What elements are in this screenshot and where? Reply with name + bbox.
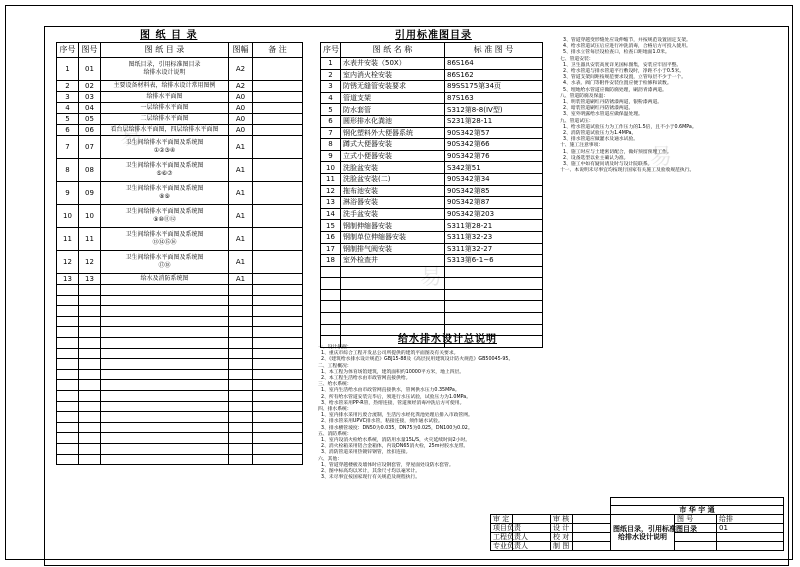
ref-cell-std: S342第51 <box>445 162 543 174</box>
ref-header-cell: 图 纸 名 称 <box>341 43 445 58</box>
ref-cell-name: 蹲式大便器安装 <box>341 139 445 151</box>
dl-empty-row <box>57 285 303 296</box>
ref-empty-row <box>321 301 543 313</box>
dl-cell-code: 05 <box>79 114 101 125</box>
dl-empty-row <box>57 316 303 327</box>
dl-cell-size: A1 <box>229 274 253 285</box>
ref-row <box>321 81 543 93</box>
dl-cell-name: 卫生间给排水平面图及系统图 ⑬⑭⑮⑯ <box>101 228 229 251</box>
ref-cell-name: 洗脸盆安装 <box>341 162 445 174</box>
dl-empty-row <box>57 422 303 433</box>
ref-cell-no: 4 <box>321 92 341 104</box>
ref-cell-std: 90S342第76 <box>445 150 543 162</box>
dl-row <box>57 159 303 182</box>
dl-cell-code: 07 <box>79 136 101 159</box>
ref-cell-name: 钢制单位伸缩器安装 <box>341 231 445 243</box>
dl-row <box>57 228 303 251</box>
ref-cell-no: 2 <box>321 69 341 81</box>
drawing-version: 给排 <box>717 515 784 524</box>
dl-empty-row <box>57 295 303 306</box>
ref-cell-no: 11 <box>321 173 341 185</box>
dl-row <box>57 103 303 114</box>
dl-cell-name: 看台层给排水平面图，四层给排水平面图 <box>101 125 229 136</box>
ref-cell-std: 90S342第85 <box>445 185 543 197</box>
ref-row <box>321 197 543 209</box>
dl-empty-row <box>57 390 303 401</box>
dl-cell-no: 2 <box>57 81 79 92</box>
dl-cell-no: 11 <box>57 228 79 251</box>
company-name: 市 华 宇 通 <box>611 506 784 515</box>
ref-cell-name: 水表井安装（50X） <box>341 58 445 70</box>
ref-cell-std: S312第8-8(IV型) <box>445 104 543 116</box>
ref-cell-name: 室内消火栓安装 <box>341 69 445 81</box>
tb-label: 设 计 <box>551 524 573 533</box>
ref-row <box>321 255 543 267</box>
dl-empty-row <box>57 380 303 391</box>
ref-cell-name: 防锈无缝管安装要求 <box>341 81 445 93</box>
dl-cell-no: 1 <box>57 58 79 81</box>
dl-cell-remark <box>253 81 303 92</box>
ref-row <box>321 162 543 174</box>
dl-empty-row <box>57 359 303 370</box>
dl-cell-remark <box>253 114 303 125</box>
ref-row <box>321 185 543 197</box>
ref-cell-std: 90S342第34 <box>445 173 543 185</box>
dl-row <box>57 205 303 228</box>
ref-cell-std: 90S342第203 <box>445 208 543 220</box>
dl-cell-name: 卫生间给排水平面图及系统图 ⑧⑨ <box>101 182 229 205</box>
drawing-no: 01 <box>717 524 784 533</box>
dl-cell-remark <box>253 58 303 81</box>
ref-empty-row <box>321 266 543 278</box>
dl-row <box>57 114 303 125</box>
ref-cell-name: 室外检查井 <box>341 255 445 267</box>
dl-cell-size: A0 <box>229 92 253 103</box>
dl-cell-size: A2 <box>229 81 253 92</box>
ref-cell-no: 14 <box>321 208 341 220</box>
ref-cell-no: 12 <box>321 185 341 197</box>
ref-cell-no: 10 <box>321 162 341 174</box>
dl-cell-code: 12 <box>79 251 101 274</box>
dl-cell-no: 12 <box>57 251 79 274</box>
ref-cell-std: 90S342第57 <box>445 127 543 139</box>
dl-cell-code: 02 <box>79 81 101 92</box>
ref-header-cell: 序号 <box>321 43 341 58</box>
watermark: 易 <box>420 265 443 290</box>
drawing-no-label: 图 号 <box>675 515 717 524</box>
dl-cell-size: A1 <box>229 182 253 205</box>
title-block <box>490 497 784 551</box>
dl-empty-row <box>57 433 303 444</box>
dl-empty-row <box>57 306 303 317</box>
tb-label: 审 定 <box>491 515 513 524</box>
dl-cell-remark <box>253 182 303 205</box>
ref-header-cell: 标 准 图 号 <box>445 43 543 58</box>
dl-row <box>57 125 303 136</box>
dl-empty-row <box>57 337 303 348</box>
ref-cell-no: 6 <box>321 115 341 127</box>
dl-cell-size: A1 <box>229 251 253 274</box>
dl-cell-name: 图纸目录，引用标准图目录 给排水设计说明 <box>101 58 229 81</box>
ref-cell-name: 圆形排水化粪池 <box>341 115 445 127</box>
dl-empty-row <box>57 327 303 338</box>
dl-empty-row <box>57 369 303 380</box>
dl-cell-name: 卫生间给排水平面图及系统图 ⑤⑥⑦ <box>101 159 229 182</box>
ref-cell-name: 钢制排气阀安装 <box>341 243 445 255</box>
design-notes-title: 给水排水设计总说明 <box>398 334 497 345</box>
dl-row <box>57 136 303 159</box>
dl-cell-no: 10 <box>57 205 79 228</box>
ref-cell-std: 90S342第87 <box>445 197 543 209</box>
dl-cell-no: 3 <box>57 92 79 103</box>
ref-cell-no: 18 <box>321 255 341 267</box>
dl-cell-name: 卫生间给排水平面图及系统图 ①②③④ <box>101 136 229 159</box>
dl-cell-name: 给水及消防系统图 <box>101 274 229 285</box>
drawing-list-table <box>56 42 303 465</box>
dl-cell-remark <box>253 103 303 114</box>
dl-cell-no: 7 <box>57 136 79 159</box>
ref-cell-std: S311第32-23 <box>445 231 543 243</box>
dl-cell-remark <box>253 92 303 103</box>
dl-row <box>57 58 303 81</box>
ref-row <box>321 150 543 162</box>
ref-cell-name: 钢化塑料外大便器系统 <box>341 127 445 139</box>
dl-cell-size: A1 <box>229 159 253 182</box>
ref-cell-no: 3 <box>321 81 341 93</box>
dl-cell-no: 5 <box>57 114 79 125</box>
design-notes-left: 一、设计依据： 1、重庆市综合工程开发总公司所提供的建筑平面图及有关要求。 2、《建筑给水排水设计规范》GBJ15-88及《高层民用建筑设计防火规范》GB50045-95。 二、工程概况： 1、本工程为体育场馆建筑，建筑面积约10000平方米，地上四层。 2、本工程生活给水由市政管网直接供给。 三、给水系统： 1、室内生活给水由市政管网直接供水，管网供水压力0.35MPa。 2、所有给水管道安装完毕后，须进行水压试验，试验压力为1.0MPa。 3、给水管采用PP-R管，热熔连接，管道须经消毒冲洗后方可使用。 四、排水系统： 1、室内排水采用污废合流制，生活污水经化粪池处理后排入市政管网。 2、排水管采用UPVC排水管，粘接连接，须作通水试验。 3、排水横管坡度：DN50为0.035，DN75为0.025，DN100为0.02。 五、消防系统： 1、室内设消火栓给水系统，消防用水量15L/S，火灾延续时间2小时。 2、消火栓箱采用铝合金箱体，内设DN65消火栓，25m衬胶水龙带。 3、消防管道采用热镀锌钢管，丝扣连接。 六、其他： 1、管道穿越楼板及墙体时应设钢套管，穿屋面处设防水套管。 2、图中标高均以米计，其余尺寸均以毫米计。 3、未尽事宜按国家现行有关规范及规程执行。 <box>318 345 514 481</box>
dl-header-cell: 备 注 <box>253 43 303 58</box>
ref-cell-no: 9 <box>321 150 341 162</box>
dl-cell-name: 主要设备材料表，给排水设计常用图例 <box>101 81 229 92</box>
ref-cell-no: 17 <box>321 243 341 255</box>
dl-header-cell: 图号 <box>79 43 101 58</box>
dl-empty-row <box>57 443 303 454</box>
ref-cell-std: S313第6-1~6 <box>445 255 543 267</box>
ref-row <box>321 139 543 151</box>
ref-cell-name: 防水套管 <box>341 104 445 116</box>
dl-row <box>57 251 303 274</box>
dl-cell-code: 01 <box>79 58 101 81</box>
ref-list-title: 引用标准图目录 <box>395 30 472 41</box>
dl-cell-remark <box>253 274 303 285</box>
ref-row <box>321 104 543 116</box>
dl-cell-size: A2 <box>229 58 253 81</box>
ref-cell-name: 拖布池安装 <box>341 185 445 197</box>
ref-list-table <box>320 42 543 348</box>
ref-cell-no: 7 <box>321 127 341 139</box>
ref-empty-row <box>321 289 543 301</box>
watermark: 易 <box>650 145 673 170</box>
dl-cell-no: 4 <box>57 103 79 114</box>
ref-row <box>321 69 543 81</box>
company-cell <box>611 498 784 506</box>
ref-cell-no: 5 <box>321 104 341 116</box>
ref-row <box>321 58 543 70</box>
ref-cell-std: 86S162 <box>445 69 543 81</box>
ref-cell-no: 15 <box>321 220 341 232</box>
dl-cell-name: 一层给排水平面图 <box>101 103 229 114</box>
dl-header-cell: 序号 <box>57 43 79 58</box>
dl-cell-remark <box>253 125 303 136</box>
ref-row <box>321 92 543 104</box>
dl-cell-code: 06 <box>79 125 101 136</box>
ref-cell-std: S311第32-27 <box>445 243 543 255</box>
dl-cell-remark <box>253 159 303 182</box>
dl-cell-code: 03 <box>79 92 101 103</box>
ref-row <box>321 243 543 255</box>
ref-row <box>321 220 543 232</box>
ref-row <box>321 115 543 127</box>
ref-row <box>321 127 543 139</box>
dl-empty-row <box>57 454 303 465</box>
tb-label: 校 对 <box>551 533 573 542</box>
ref-row <box>321 173 543 185</box>
ref-cell-name: 淋浴器安装 <box>341 197 445 209</box>
dl-empty-row <box>57 401 303 412</box>
dl-cell-code: 04 <box>79 103 101 114</box>
dl-empty-row <box>57 348 303 359</box>
dl-cell-remark <box>253 228 303 251</box>
ref-cell-std: 90S342第66 <box>445 139 543 151</box>
dl-cell-code: 09 <box>79 182 101 205</box>
watermark: 易 <box>120 125 143 150</box>
drawing-title: 图纸目录，引用标准图目录 给排水设计说明 <box>611 515 675 551</box>
dl-cell-no: 6 <box>57 125 79 136</box>
ref-cell-name: 洗脸盆安装(二) <box>341 173 445 185</box>
dl-cell-size: A0 <box>229 114 253 125</box>
tb-label: 制 图 <box>551 542 573 551</box>
ref-cell-std: S231第28-11 <box>445 115 543 127</box>
tb-label: 专业负责人 <box>491 542 513 551</box>
ref-empty-row <box>321 313 543 325</box>
drawing-list-title: 图 纸 目 录 <box>140 30 198 41</box>
ref-row <box>321 231 543 243</box>
dl-empty-row <box>57 412 303 423</box>
tb-label: 审 核 <box>551 515 573 524</box>
dl-row <box>57 182 303 205</box>
ref-cell-name: 洗手盆安装 <box>341 208 445 220</box>
ref-cell-std: 87S163 <box>445 92 543 104</box>
dl-cell-size: A0 <box>229 103 253 114</box>
dl-cell-remark <box>253 251 303 274</box>
dl-cell-code: 08 <box>79 159 101 182</box>
dl-header-cell: 图 纸 目 录 <box>101 43 229 58</box>
ref-cell-std: S311第28-21 <box>445 220 543 232</box>
dl-cell-no: 9 <box>57 182 79 205</box>
ref-cell-no: 13 <box>321 197 341 209</box>
dl-cell-code: 10 <box>79 205 101 228</box>
ref-cell-std: 89SS175第34页 <box>445 81 543 93</box>
ref-cell-no: 8 <box>321 139 341 151</box>
dl-cell-size: A1 <box>229 228 253 251</box>
dl-row <box>57 92 303 103</box>
dl-cell-size: A1 <box>229 136 253 159</box>
dl-cell-code: 13 <box>79 274 101 285</box>
tb-label: 项目负责 <box>491 524 513 533</box>
ref-empty-row <box>321 278 543 290</box>
dl-row <box>57 274 303 285</box>
dl-cell-name: 卫生间给排水平面图及系统图 ⑨⑩⑪⑫ <box>101 205 229 228</box>
ref-cell-no: 1 <box>321 58 341 70</box>
dl-cell-remark <box>253 205 303 228</box>
dl-cell-no: 8 <box>57 159 79 182</box>
dl-cell-name: 卫生间给排水平面图及系统图 ⑰⑱ <box>101 251 229 274</box>
dl-cell-code: 11 <box>79 228 101 251</box>
tb-label: 工程负责人 <box>491 533 513 542</box>
dl-cell-name: 给排水平面图 <box>101 92 229 103</box>
dl-cell-remark <box>253 136 303 159</box>
dl-header-cell: 图幅 <box>229 43 253 58</box>
ref-cell-std: 86S164 <box>445 58 543 70</box>
ref-cell-no: 16 <box>321 231 341 243</box>
dl-row <box>57 81 303 92</box>
dl-cell-no: 13 <box>57 274 79 285</box>
design-notes-right: 3、管道穿越变形缝处应设伸缩节，并按规范设置固定支架。 4、给水管道试压后应进行冲洗消毒，合格后方可投入使用。 5、排水立管每层设检查口，检查口距地面1.0米。 七、管道安装： 1、卫生器具安装高度详见国标图集，安装应牢固平整。 2、给水管道与排水管道平行敷设时，净距不小于0.5米。 3、管道支架间距按规范要求设置，立管每层不少于一个。 4、水表、阀门等附件安装位置应便于检修和读数。 5、埋地给水管道应做防腐处理，刷沥青漆两道。 八、管道防腐及保温： 1、明装管道刷红丹防锈漆两道，银粉漆两道。 2、暗装管道刷红丹防锈漆两道。 3、室外明露给水管道应做保温处理。 九、管道试压： 1、给水管道试验压力为工作压力的1.5倍，且不小于0.6MPa。 2、消防管道试验压力为1.4MPa。 3、排水管道应做灌水及通水试验。 十、施工注意事项： 1、施工时应与土建密切配合，做好预留预埋工作。 2、设备选型以业主确认为准。 3、施工中如有疑问请及时与设计院联系。 十一、本说明未尽事宜均按现行国家有关施工及验收规范执行。 <box>560 38 697 174</box>
ref-cell-name: 管道支架 <box>341 92 445 104</box>
dl-cell-size: A0 <box>229 125 253 136</box>
dl-cell-name: 二层给排水平面图 <box>101 114 229 125</box>
ref-cell-name: 钢制伸缩器安装 <box>341 220 445 232</box>
dl-cell-size: A1 <box>229 205 253 228</box>
ref-cell-name: 立式小便器安装 <box>341 150 445 162</box>
ref-row <box>321 208 543 220</box>
